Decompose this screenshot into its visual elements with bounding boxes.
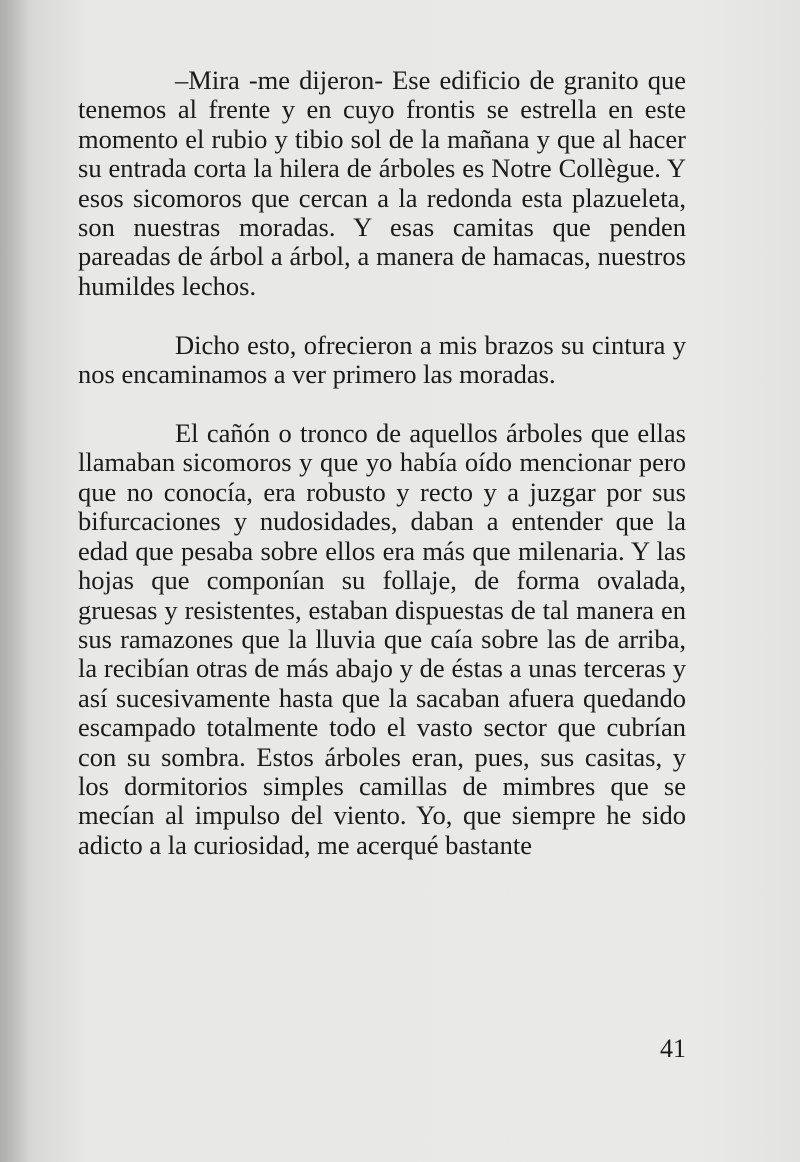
body-text (78, 66, 686, 860)
page-number: 41 (660, 1034, 686, 1063)
paragraph-2: Dicho esto, ofrecieron a mis brazos su cintura y nos encaminamos a ver primero las moradas. (78, 329, 686, 390)
paragraph-3: El cañón o tronco de aquellos árboles que ellas llamaban sicomoros y que yo había oído mencionar pero que no conocía, era robusto y recto y a juzgar por sus bifurcaciones y nudosidades, daban a entender que la edad que pesaba sobre ellos era más que milenaria. Y las hojas que componían su follaje, de forma ovalada, gruesas y resistentes, estaban dispuestas de tal manera en sus ramazones que la lluvia que caía sobre las de arriba, la recibían otras de más abajo y de éstas a unas terceras y así sucesivamente hasta que la sacaban afuera quedando escampado totalmente todo el vasto sector que cubrían con su sombra. Estos árboles eran, pues, sus casitas, y los dormitorios simples camillas de mimbres que se mecían al impulso del viento. Yo, que siempre he sido adicto a la curiosidad, me acerqué bastante (78, 418, 686, 860)
paragraph-1: –Mira -me dijeron- Ese edificio de granito que tenemos al frente y en cuyo frontis se estrella en este momento el rubio y tibio sol de la mañana y que al hacer su entrada corta la hilera de árboles es Notre Collègue. Y esos sicomoros que cercan a la redonda esta plazueleta, son nuestras moradas. Y esas camitas que penden pareadas de árbol a árbol, a manera de hamacas, nuestros humildes lechos. (78, 65, 686, 301)
page-fold-shadow (0, 0, 30, 1162)
